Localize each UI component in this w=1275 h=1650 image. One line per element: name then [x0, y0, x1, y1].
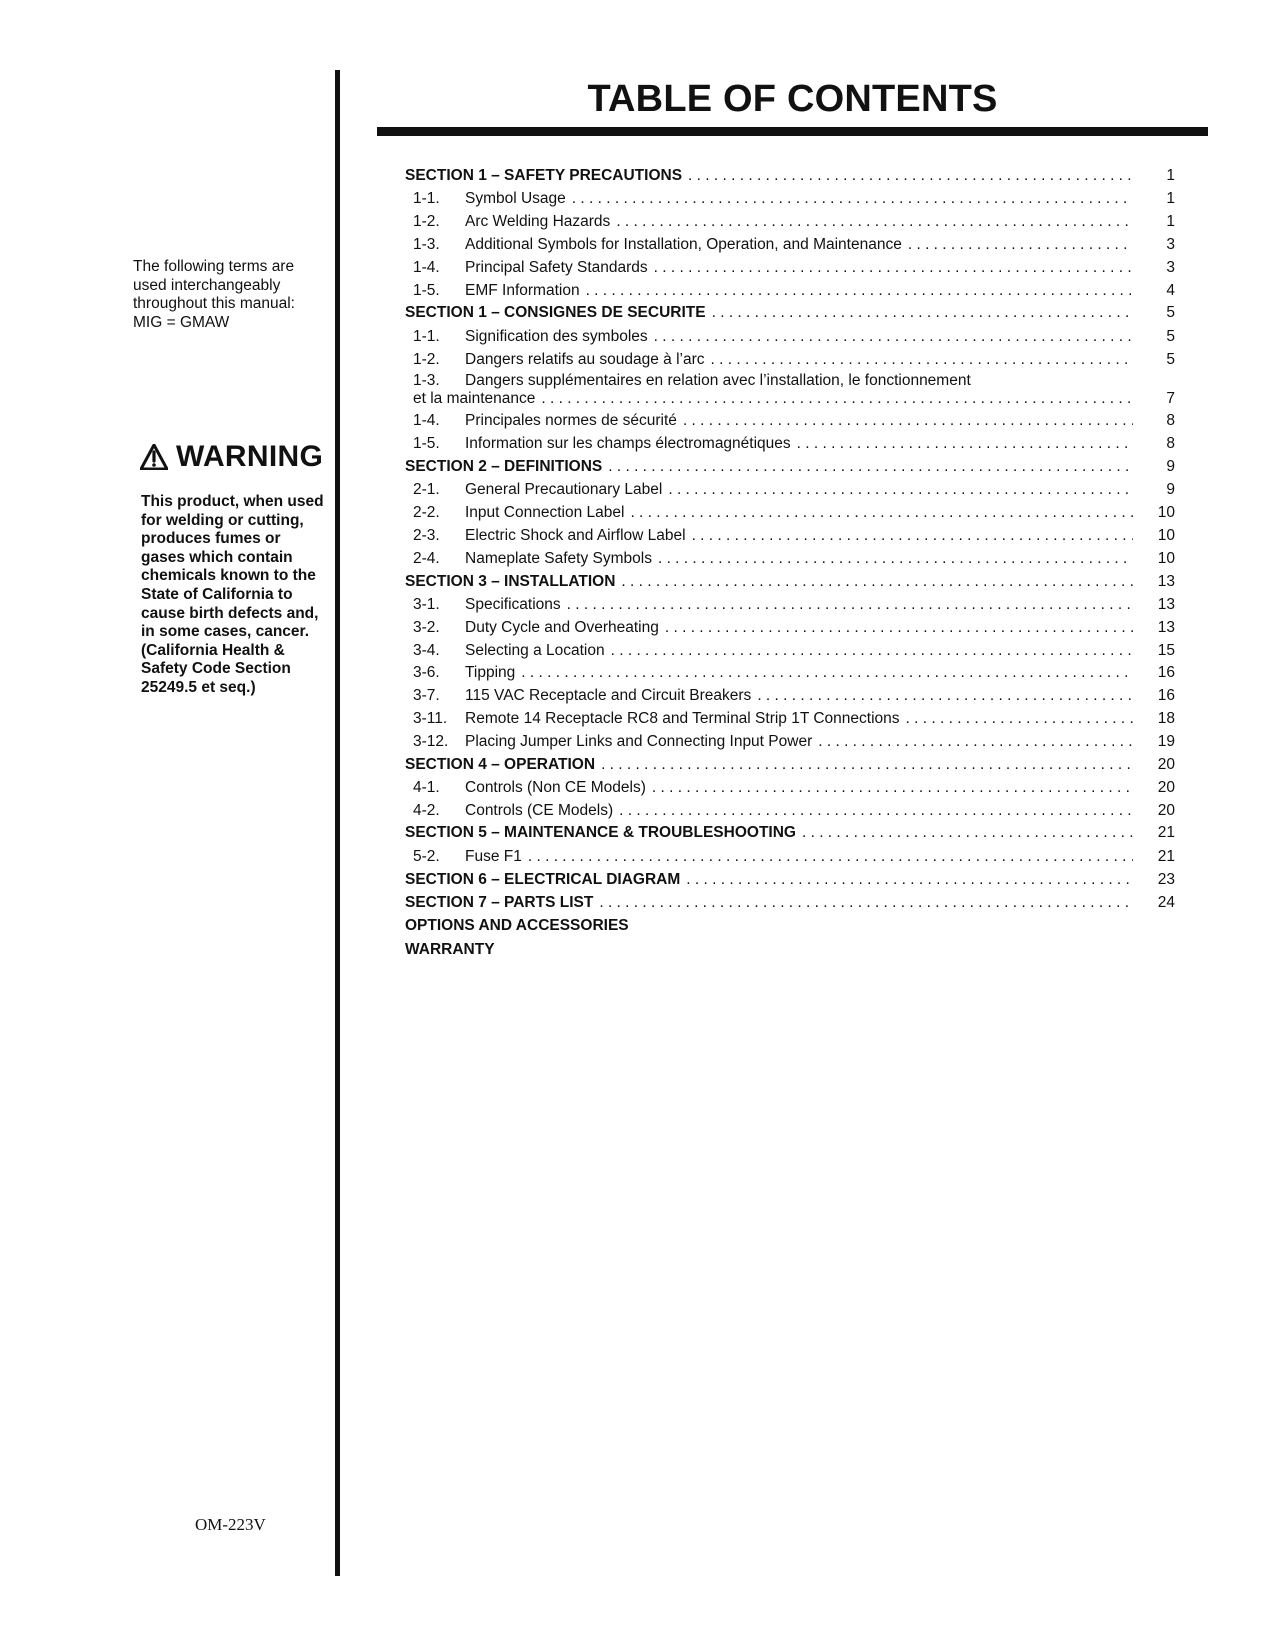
dot-leader — [621, 571, 1133, 594]
toc-page-number: 19 — [1157, 732, 1175, 750]
warning-line: gases which contain — [141, 548, 293, 566]
warning-line: State of California to — [141, 585, 293, 603]
toc-section[interactable] — [405, 571, 1175, 594]
toc-entry[interactable] — [405, 211, 1175, 234]
toc-entry-label: Specifications — [465, 595, 561, 613]
dot-leader — [654, 326, 1133, 349]
dot-leader — [630, 502, 1133, 525]
dot-leader — [908, 234, 1133, 257]
toc-entry-number: 3-7. — [413, 687, 440, 705]
page-title: TABLE OF CONTENTS — [587, 78, 998, 120]
toc-entry-number: 2-1. — [413, 481, 440, 499]
toc-entry-label: Principal Safety Standards — [465, 258, 648, 276]
toc-section[interactable] — [405, 915, 1175, 938]
dot-leader — [608, 456, 1133, 479]
dot-leader — [599, 892, 1133, 915]
dot-leader — [688, 165, 1133, 188]
toc-page-number: 7 — [1166, 390, 1175, 408]
toc-entry-label: EMF Information — [465, 281, 580, 299]
toc-page-number: 10 — [1157, 526, 1175, 544]
dot-leader — [611, 640, 1133, 663]
dot-leader — [712, 302, 1133, 325]
toc-section[interactable] — [405, 869, 1175, 892]
toc-entry-number: 1-4. — [413, 412, 440, 430]
title-rule — [377, 127, 1208, 136]
toc-entry-label: Dangers supplémentaires en relation avec l’installation, le fonctionnement — [465, 372, 971, 390]
toc-entry[interactable] — [405, 685, 1175, 708]
toc-entry[interactable] — [405, 326, 1175, 349]
dot-leader — [572, 188, 1133, 211]
dot-leader — [906, 708, 1133, 731]
toc-entry[interactable] — [405, 846, 1175, 869]
toc-entry-number: 1-2. — [413, 213, 440, 231]
toc-page-number: 20 — [1157, 755, 1175, 773]
toc-section[interactable] — [405, 165, 1175, 188]
toc-page-number: 21 — [1157, 824, 1175, 842]
toc-page-number: 5 — [1166, 304, 1175, 322]
toc-entry[interactable] — [405, 410, 1175, 433]
warning-line: Safety Code Section — [141, 660, 291, 678]
terms-line: throughout this manual: — [133, 295, 295, 312]
toc-entry[interactable] — [405, 800, 1175, 823]
warning-line: cause birth defects and, — [141, 604, 319, 622]
dot-leader — [711, 349, 1133, 372]
toc-section-label: OPTIONS AND ACCESSORIES — [405, 917, 629, 935]
toc-entry[interactable] — [405, 525, 1175, 548]
toc-section[interactable] — [405, 456, 1175, 479]
toc-entry-number: 1-2. — [413, 350, 440, 368]
warning-line: produces fumes or — [141, 530, 281, 548]
dot-leader — [686, 869, 1133, 892]
toc-page-number: 4 — [1166, 281, 1175, 299]
toc-entry-number: 1-5. — [413, 281, 440, 299]
toc-entry-label: Dangers relatifs au soudage à l’arc — [465, 350, 705, 368]
toc-section-label: SECTION 7 – PARTS LIST — [405, 894, 594, 912]
toc-section-label: SECTION 6 – ELECTRICAL DIAGRAM — [405, 870, 681, 888]
terms-line: MIG = GMAW — [133, 313, 230, 331]
toc-entry-label: Nameplate Safety Symbols — [465, 549, 652, 567]
toc-page-number: 13 — [1157, 618, 1175, 636]
toc-page-number: 16 — [1157, 664, 1175, 682]
toc-page-number: 9 — [1166, 481, 1175, 499]
toc-entry-number: 2-3. — [413, 526, 440, 544]
toc-entry-label: 115 VAC Receptacle and Circuit Breakers — [465, 687, 752, 705]
dot-leader — [654, 257, 1133, 280]
dot-leader — [528, 846, 1133, 869]
warning-line: This product, when used — [141, 493, 324, 510]
dot-leader — [567, 594, 1133, 617]
toc-section-label: SECTION 3 – INSTALLATION — [405, 572, 616, 590]
dot-leader — [665, 617, 1133, 640]
toc-section[interactable] — [405, 822, 1175, 845]
toc-entry-number: 1-4. — [413, 258, 440, 276]
toc-entry-label: Placing Jumper Links and Connecting Input Power — [465, 732, 813, 750]
toc-entry-number: 3-4. — [413, 641, 440, 659]
toc-page-number: 18 — [1157, 709, 1175, 727]
terms-line: used interchangeably — [133, 276, 281, 294]
toc-section[interactable] — [405, 892, 1175, 915]
toc-section-label: WARRANTY — [405, 940, 495, 958]
toc-page-number: 21 — [1157, 847, 1175, 865]
toc-page-number: 5 — [1166, 327, 1175, 345]
toc-page-number: 10 — [1157, 549, 1175, 567]
toc-entry[interactable] — [405, 188, 1175, 211]
toc-entry-number: 1-5. — [413, 435, 440, 453]
toc-entry-label: Duty Cycle and Overheating — [465, 618, 659, 636]
toc-section[interactable] — [405, 302, 1175, 325]
toc-entry-label: Principales normes de sécurité — [465, 412, 677, 430]
toc-entry-number: 3-1. — [413, 595, 440, 613]
toc-entry[interactable] — [405, 708, 1175, 731]
toc-entry-label: Input Connection Label — [465, 504, 625, 522]
warning-text — [141, 493, 341, 698]
toc-page-number: 16 — [1157, 687, 1175, 705]
toc-section-label: SECTION 2 – DEFINITIONS — [405, 457, 603, 475]
toc-entry-number: 1-1. — [413, 190, 440, 208]
toc-section-label: SECTION 5 – MAINTENANCE & TROUBLESHOOTING — [405, 824, 796, 842]
dot-leader — [797, 433, 1133, 456]
toc-page-number: 15 — [1157, 641, 1175, 659]
toc-entry[interactable] — [405, 349, 1175, 372]
toc-entry-label: Controls (Non CE Models) — [465, 778, 646, 796]
toc-entry[interactable] — [405, 777, 1175, 800]
dot-leader — [818, 731, 1133, 754]
toc-entry-label: Electric Shock and Airflow Label — [465, 526, 686, 544]
vertical-divider — [335, 70, 340, 1576]
toc-entry[interactable] — [405, 548, 1175, 571]
toc-page-number: 20 — [1157, 778, 1175, 796]
toc-entry-number: 3-11. — [413, 709, 448, 727]
toc-entry-number: 3-6. — [413, 664, 440, 682]
toc-entry-number: 2-4. — [413, 549, 440, 567]
dot-leader — [619, 800, 1133, 823]
toc-page-number: 8 — [1166, 412, 1175, 430]
warning-line: chemicals known to the — [141, 567, 316, 585]
warning-triangle-icon — [140, 444, 168, 470]
toc-page-number: 1 — [1166, 213, 1175, 231]
warning-line: 25249.5 et seq.) — [141, 678, 256, 696]
sidebar — [133, 0, 338, 1650]
dot-leader — [692, 525, 1133, 548]
toc-page-number: 8 — [1166, 435, 1175, 453]
toc-page-number: 1 — [1166, 190, 1175, 208]
document-code: OM-223V — [195, 1515, 266, 1534]
dot-leader — [601, 754, 1133, 777]
toc-entry-label: Additional Symbols for Installation, Operation, and Maintenance — [465, 235, 902, 253]
toc-entry-number: 1-3. — [413, 235, 440, 253]
toc-list — [405, 165, 1175, 962]
toc-entry[interactable] — [405, 731, 1175, 754]
warning-line: (California Health & — [141, 641, 285, 659]
toc-page-number: 1 — [1166, 167, 1175, 184]
toc-entry-label: Selecting a Location — [465, 641, 605, 659]
terms-line: The following terms are — [133, 258, 295, 275]
toc-entry-number: 1-3. — [413, 372, 440, 390]
toc-entry-label: Controls (CE Models) — [465, 801, 614, 819]
toc-page-number: 3 — [1166, 258, 1175, 276]
toc-entry[interactable] — [405, 280, 1175, 303]
toc-section-label: SECTION 1 – SAFETY PRECAUTIONS — [405, 167, 683, 184]
toc-entry-number: 4-2. — [413, 801, 440, 819]
toc-entry[interactable] — [405, 433, 1175, 456]
toc-page-number: 24 — [1157, 894, 1175, 912]
toc-page-number: 5 — [1166, 350, 1175, 368]
toc-entry[interactable] — [405, 479, 1175, 502]
toc-entry-label: Symbol Usage — [465, 190, 566, 208]
toc-entry-number: 5-2. — [413, 847, 440, 865]
toc-entry-label: Remote 14 Receptacle RC8 and Terminal Strip 1T Connections — [465, 709, 900, 727]
toc-entry-label: Arc Welding Hazards — [465, 213, 611, 231]
dot-leader — [541, 390, 1133, 408]
dot-leader — [652, 777, 1133, 800]
toc-entry[interactable] — [405, 662, 1175, 685]
dot-leader — [658, 548, 1133, 571]
warning-line: in some cases, cancer. — [141, 623, 310, 641]
dot-leader — [668, 479, 1133, 502]
dot-leader — [521, 662, 1133, 685]
dot-leader — [802, 822, 1133, 845]
toc-entry-number: 3-12. — [413, 732, 449, 750]
toc-entry[interactable] — [405, 371, 1175, 410]
toc-entry[interactable] — [405, 640, 1175, 663]
toc-entry-number: 1-1. — [413, 327, 440, 345]
toc-entry-label: General Precautionary Label — [465, 481, 663, 499]
dot-leader — [757, 685, 1133, 708]
terms-note — [133, 258, 333, 332]
toc-page-number: 13 — [1157, 595, 1175, 613]
toc-entry-label: Information sur les champs électromagnétiques — [465, 435, 791, 453]
toc-section-label: SECTION 1 – CONSIGNES DE SECURITE — [405, 304, 706, 322]
dot-leader — [616, 211, 1133, 234]
warning-line: for welding or cutting, — [141, 511, 304, 529]
toc-entry-label-continued: et la maintenance — [413, 390, 536, 408]
dot-leader — [586, 280, 1133, 303]
toc-page-number: 10 — [1157, 504, 1175, 522]
toc-entry[interactable] — [405, 594, 1175, 617]
toc-entry[interactable] — [405, 617, 1175, 640]
toc-section[interactable] — [405, 939, 1175, 962]
toc-page-number: 20 — [1157, 801, 1175, 819]
toc-entry-label: Tipping — [465, 664, 516, 682]
toc-entry[interactable] — [405, 234, 1175, 257]
warning-heading — [140, 440, 323, 474]
toc-page-number: 9 — [1166, 457, 1175, 475]
toc-entry[interactable] — [405, 257, 1175, 280]
toc-entry-label: Fuse F1 — [465, 847, 522, 865]
toc-section-label: SECTION 4 – OPERATION — [405, 755, 596, 773]
toc-section[interactable] — [405, 754, 1175, 777]
toc-entry-number: 4-1. — [413, 778, 440, 796]
toc-entry[interactable] — [405, 502, 1175, 525]
toc-page-number: 23 — [1157, 870, 1175, 888]
toc-entry-label: Signification des symboles — [465, 327, 648, 345]
toc-page-number: 3 — [1166, 235, 1175, 253]
toc-entry-number: 3-2. — [413, 618, 440, 636]
warning-title: WARNING — [176, 440, 324, 473]
toc-page-number: 13 — [1157, 572, 1175, 590]
toc-entry-number: 2-2. — [413, 504, 440, 522]
dot-leader — [683, 410, 1133, 433]
